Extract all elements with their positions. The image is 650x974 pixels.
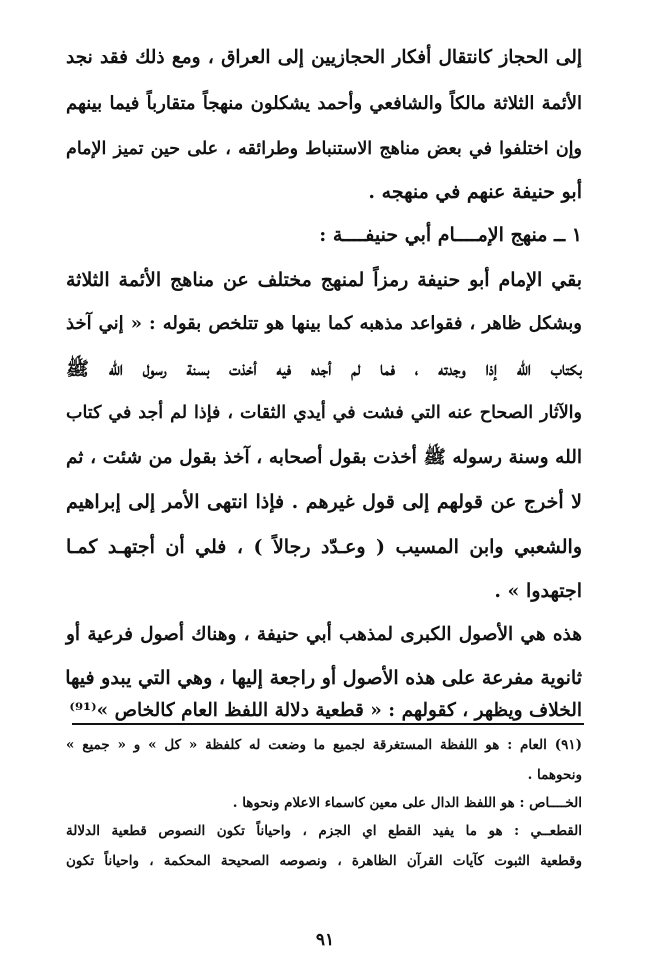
footnote-line-5: وقطعية الثبوت كآيات القرآن الظاهرة ، ونصوصه الصحيحة المحكمة ، واحياناً تكون bbox=[66, 853, 582, 869]
paragraph2-line-2: وبشكل ظاهر ، فقواعد مذهبه كما بينها هو تتلخص بقوله : « إني آخذ bbox=[66, 313, 582, 334]
section-heading: ١ ــ منهج الإمــــام أبي حنيفــــة : bbox=[319, 224, 582, 246]
footnote-line-1: (٩١) العام : هو اللفظة المستغرقة لجميع ما وضعت له كلفظة « كل » و « جميع » bbox=[66, 737, 582, 753]
paragraph2-line-8: اجتهدوا » . bbox=[494, 580, 582, 602]
paragraph2-line-5: الله وسنة رسوله ﷺ أخذت بقول أصحابه ، آخذ بقول من شئت ، ثم bbox=[66, 447, 582, 468]
paragraph1-line-4: أبو حنيفة عنهم في منهجه . bbox=[368, 181, 582, 203]
paragraph2-line-6: لا أخرج عن قولهم إلى قول غيرهم . فإذا انتهى الأمر إلى إبراهيم bbox=[66, 491, 582, 513]
paragraph1-line-1: إلى الحجاز كانتقال أفكار الحجازيين إلى العراق ، ومع ذلك فقد نجد bbox=[66, 47, 582, 68]
page-number: ٩١ bbox=[315, 930, 335, 950]
paragraph2-line-7: والشعبي وابن المسيب ( وعـدّد رجالاً ) ، فلي أن أجتهـد كمـا bbox=[66, 536, 582, 558]
paragraph3-line-1: هذه هي الأصول الكبرى لمذهب أبي حنيفة ، وهناك أصول فرعية أو bbox=[66, 624, 582, 645]
footnote-line-4: القطعــي : هو ما يفيد القطع اي الجزم ، واحياناً تكون النصوص قطعية الدلالة bbox=[66, 823, 582, 839]
footnote-line-3: الخــــاص : هو اللفظ الدال على معين كاسماء الاعلام ونحوها . bbox=[232, 795, 582, 811]
paragraph2-line-3: بكتاب الله إذا وجدته ، فما لم أجده فيه أخذت بسنة رسول الله ﷺ bbox=[66, 358, 582, 380]
footnote-separator bbox=[72, 723, 584, 725]
paragraph1-line-2: الأئمة الثلاثة مالكاً والشافعي وأحمد يشكلون منهجاً متقارباً فيما بينهم bbox=[66, 93, 582, 114]
paragraph1-line-3: وإن اختلفوا في بعض مناهج الاستنباط وطرائقه ، على حين تميز الإمام bbox=[66, 139, 582, 159]
paragraph3-line-2: ثانوية مفرعة على هذه الأصول أو راجعة إليها ، وهي التي يبدو فيها bbox=[65, 667, 582, 689]
paragraph2-line-4: والآثار الصحاح عنه التي فشت في أيدي الثقات ، فإذا لم أجد في كتاب bbox=[66, 403, 582, 423]
paragraph3-line-3: الخلاف ويظهر ، كقولهم : « قطعية دلالة اللفظ العام كالخاص »⁽⁹¹⁾ bbox=[69, 700, 582, 721]
paragraph2-line-1: بقي الإمام أبو حنيفة رمزاً لمنهج مختلف عن مناهج الأئمة الثلاثة bbox=[66, 269, 582, 291]
footnote-line-2: ونحوهما . bbox=[527, 767, 582, 783]
